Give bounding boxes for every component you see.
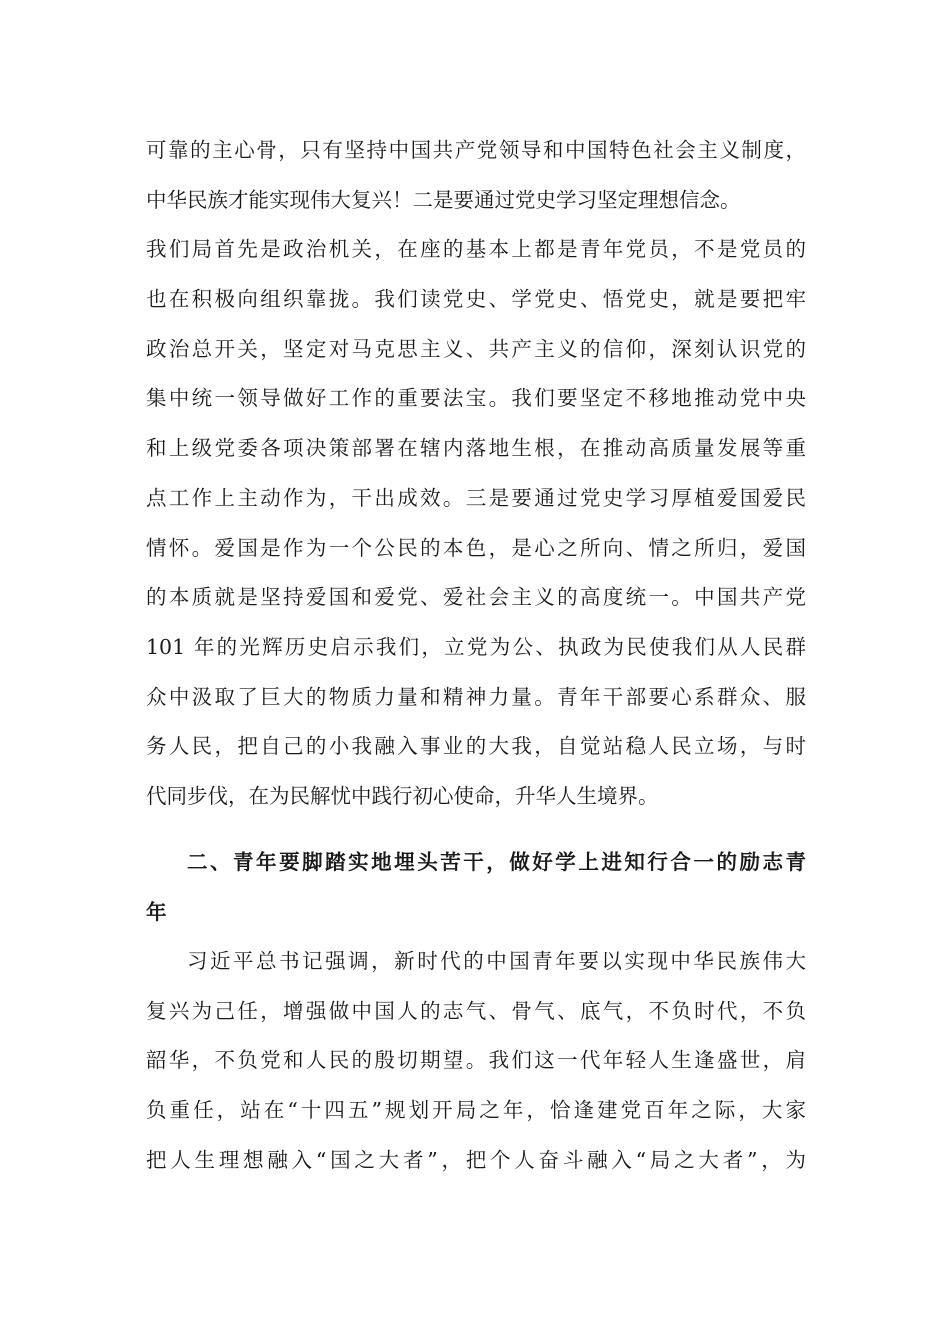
section-heading bbox=[146, 838, 806, 937]
text-line: 情怀。爱国是作为一个公民的本色，是心之所向、情之所归，爱国 bbox=[146, 535, 806, 560]
text-line: 也在积极向组织靠拢。我们读党史、学党史、悟党史，就是要把牢 bbox=[146, 287, 806, 312]
text-line: 点工作上主动作为，干出成效。三是要通过党史学习厚植爱国爱民 bbox=[146, 485, 806, 510]
text-line: 我们局首先是政治机关，在座的基本上都是青年党员，不是党员的 bbox=[146, 237, 806, 262]
text-line: 把人生理想融入“国之大者”，把个人奋斗融入“局之大者”，为 bbox=[146, 1147, 806, 1172]
text-line: 习近平总书记强调，新时代的中国青年要以实现中华民族伟大 bbox=[187, 949, 806, 973]
body-paragraph bbox=[146, 126, 806, 822]
text-line: 代同步伐，在为民解忧中践行初心使命，升华人生境界。 bbox=[146, 783, 659, 808]
text-line: 和上级党委各项决策部署在辖内落地生根，在推动高质量发展等重 bbox=[146, 436, 806, 461]
text-line: 负重任，站在“十四五”规划开局之年，恰逢建党百年之际，大家 bbox=[146, 1098, 806, 1123]
text-line: 可靠的主心骨，只有坚持中国共产党领导和中国特色社会主义制度， bbox=[146, 138, 806, 162]
body-paragraph bbox=[146, 937, 806, 1185]
heading-line: 年 bbox=[146, 899, 167, 924]
text-line: 集中统一领导做好工作的重要法宝。我们要坚定不移地推动党中央 bbox=[146, 386, 806, 411]
text-line: 的本质就是坚持爱国和爱党、爱社会主义的高度统一。中国共产党 bbox=[146, 585, 806, 610]
text-line: 中华民族才能实现伟大复兴！二是要通过党史学习坚定理想信念。 bbox=[146, 187, 741, 212]
text-line: 复兴为己任，增强做中国人的志气、骨气、底气，不负时代，不负 bbox=[146, 998, 806, 1023]
text-line: 务人民，把自己的小我融入事业的大我，自觉站稳人民立场，与时 bbox=[146, 734, 806, 759]
text-line: 101 年的光辉历史启示我们，立党为公、执政为民使我们从人民群 bbox=[146, 634, 806, 659]
heading-line: 二、青年要脚踏实地埋头苦干，做好学上进知行合一的励志青 bbox=[187, 850, 806, 874]
text-line: 韶华，不负党和人民的殷切期望。我们这一代年轻人生逢盛世，肩 bbox=[146, 1048, 806, 1073]
text-line: 政治总开关，坚定对马克思主义、共产主义的信仰，深刻认识党的 bbox=[146, 336, 806, 361]
text-line: 众中汲取了巨大的物质力量和精神力量。青年干部要心系群众、服 bbox=[146, 684, 806, 709]
